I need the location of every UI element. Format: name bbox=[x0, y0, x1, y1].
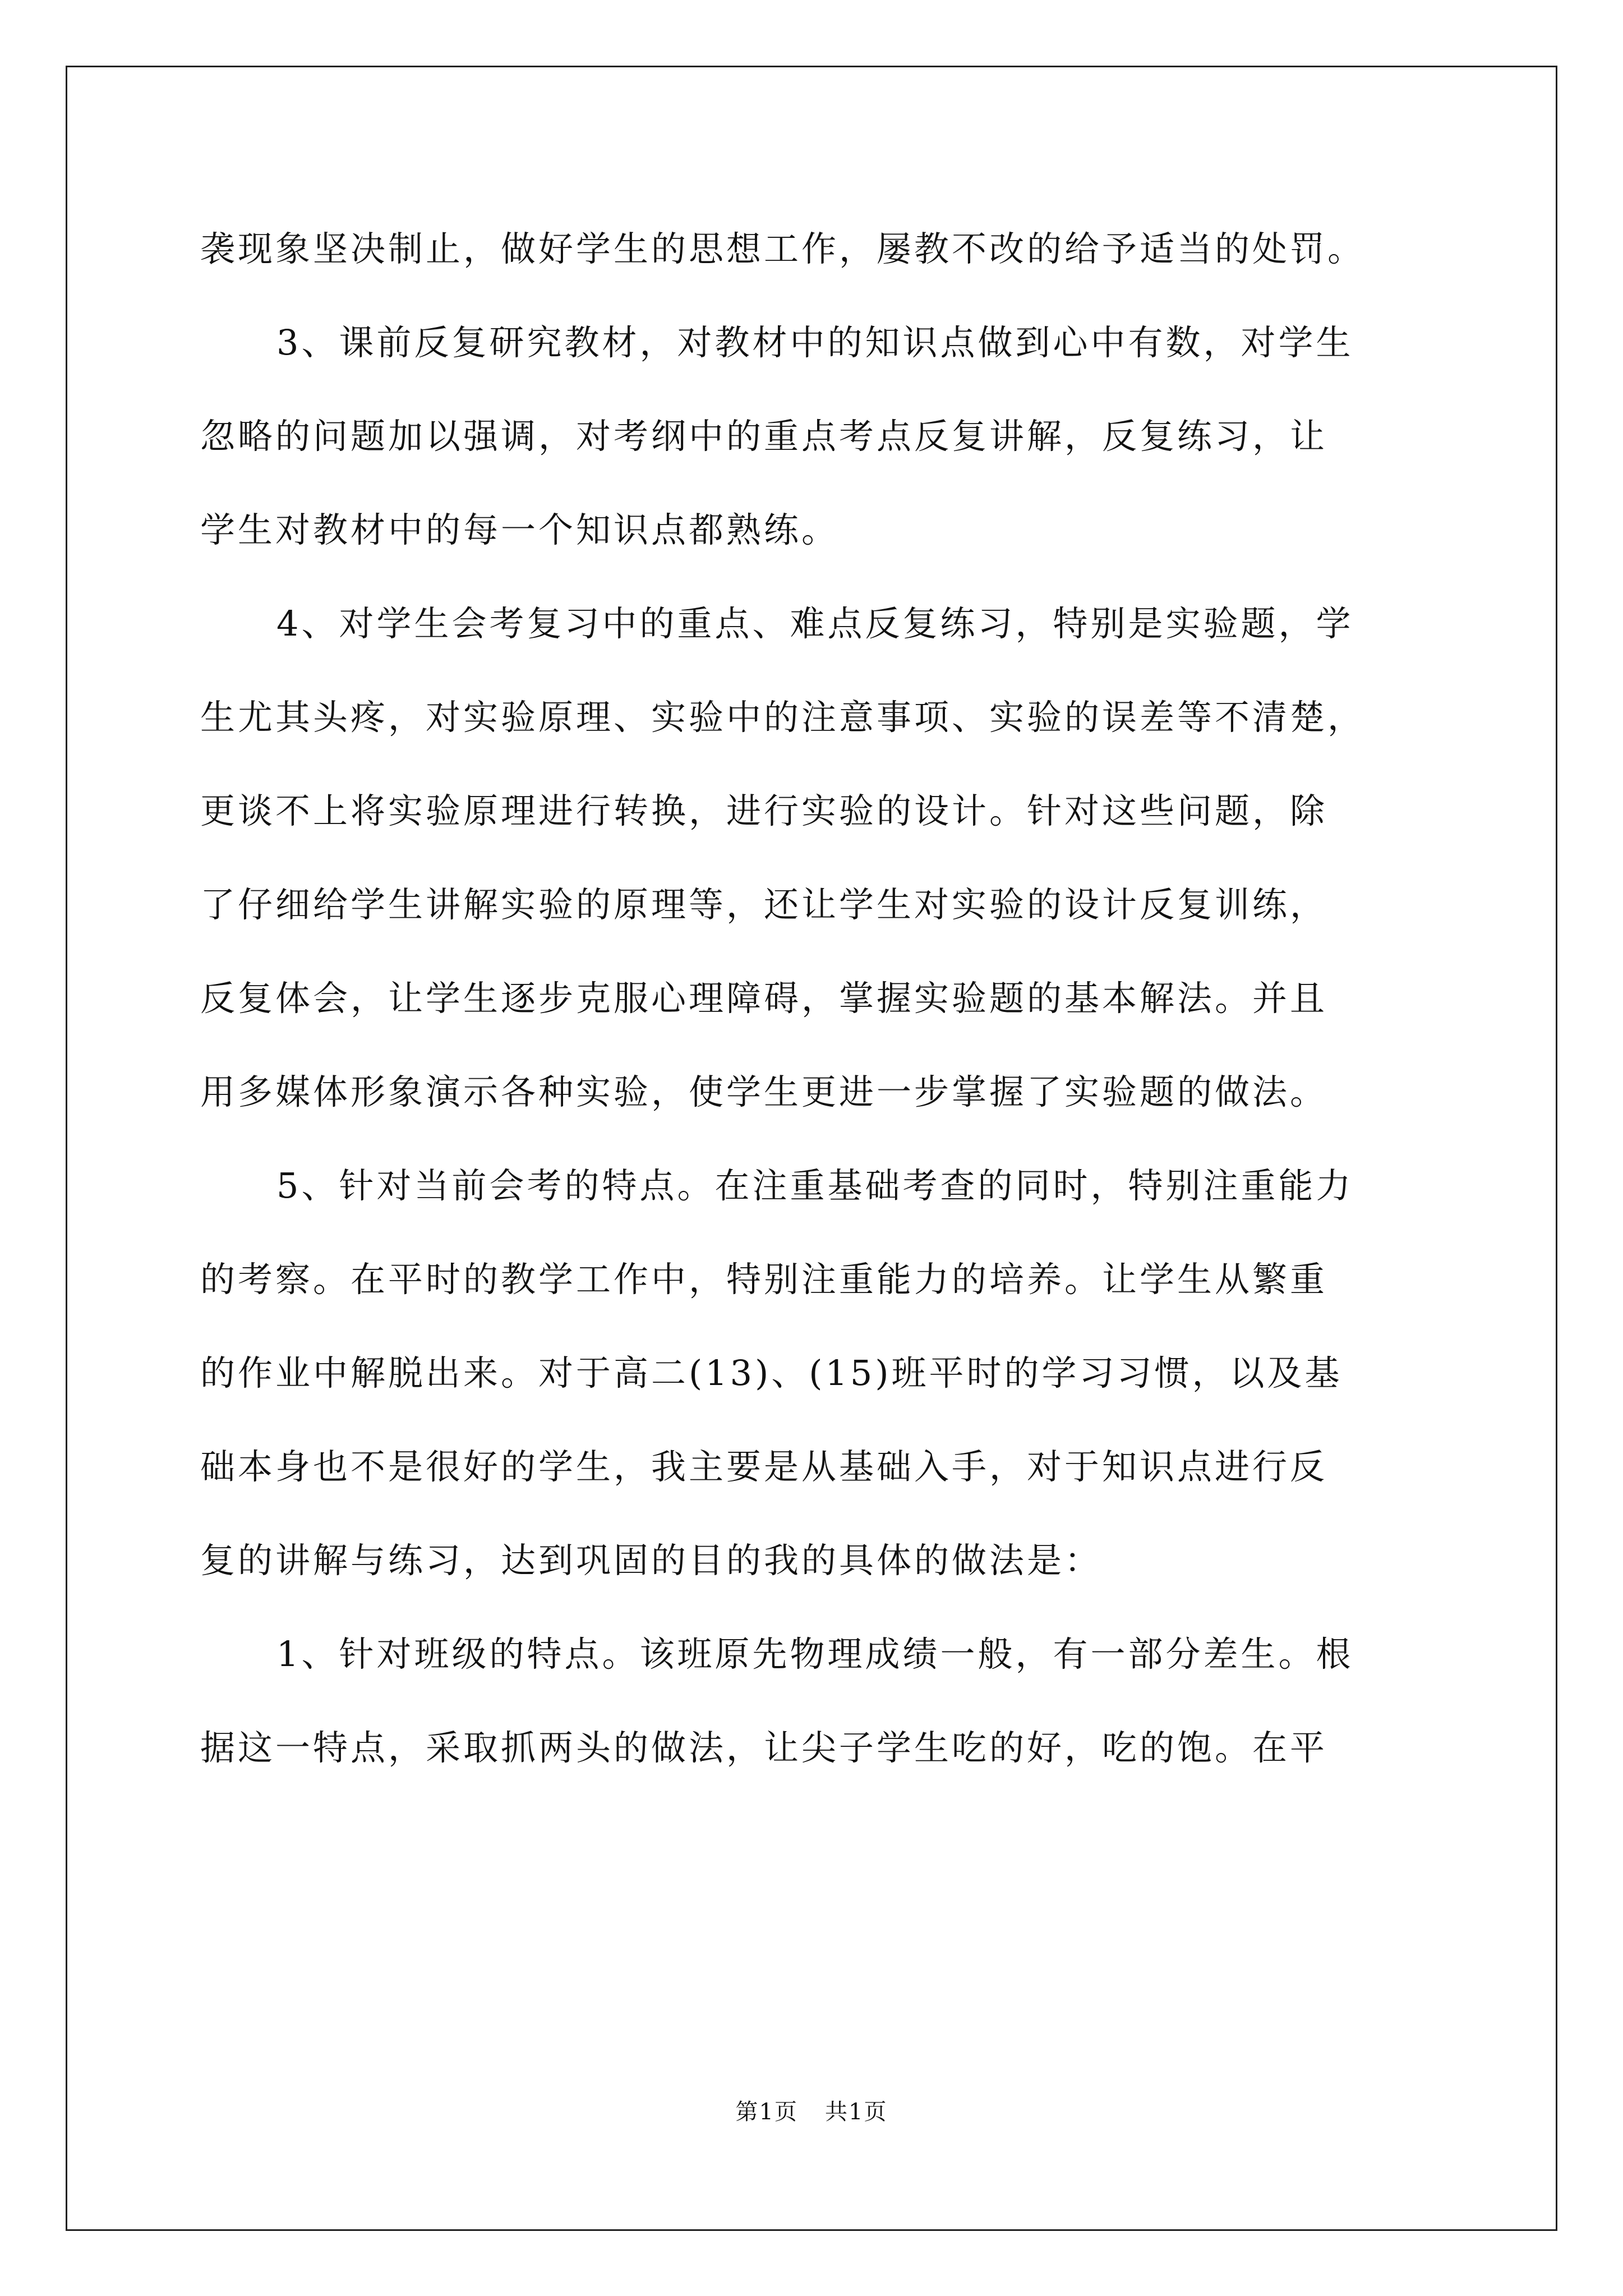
text-line: 反复体会，让学生逐步克服心理障碍，掌握实验题的基本解法。并且 bbox=[200, 978, 1328, 1019]
document-body bbox=[200, 202, 1423, 1795]
text-line: 1、针对班级的特点。该班原先物理成绩一般，有一部分差生。根 bbox=[276, 1634, 1354, 1674]
text-line: 袭现象坚决制止，做好学生的思想工作，屡教不改的给予适当的处罚。 bbox=[200, 228, 1366, 269]
page-number: 第1页 bbox=[735, 2099, 798, 2125]
text-line: 用多媒体形象演示各种实验，使学生更进一步掌握了实验题的做法。 bbox=[200, 1071, 1328, 1112]
page-footer bbox=[0, 2095, 1623, 2129]
text-line: 据这一特点，采取抓两头的做法，让尖子学生吃的好，吃的饱。在平 bbox=[200, 1727, 1328, 1768]
text-line: 更谈不上将实验原理进行转换，进行实验的设计。针对这些问题，除 bbox=[200, 790, 1328, 831]
text-line: 4、对学生会考复习中的重点、难点反复练习，特别是实验题，学 bbox=[276, 603, 1354, 644]
text-line: 了仔细给学生讲解实验的原理等，还让学生对实验的设计反复训练， bbox=[200, 884, 1328, 925]
text-line: 的考察。在平时的教学工作中，特别注重能力的培养。让学生从繁重 bbox=[200, 1259, 1328, 1300]
text-line: 忽略的问题加以强调，对考纲中的重点考点反复讲解，反复练习，让 bbox=[200, 416, 1328, 457]
text-line: 5、针对当前会考的特点。在注重基础考查的同时，特别注重能力 bbox=[276, 1165, 1354, 1206]
page-total: 共1页 bbox=[825, 2099, 888, 2125]
text-line: 学生对教材中的每一个知识点都熟练。 bbox=[200, 509, 840, 550]
text-line: 复的讲解与练习，达到巩固的目的我的具体的做法是： bbox=[200, 1540, 1103, 1581]
text-line: 3、课前反复研究教材，对教材中的知识点做到心中有数，对学生 bbox=[276, 322, 1354, 363]
text-line: 础本身也不是很好的学生，我主要是从基础入手，对于知识点进行反 bbox=[200, 1446, 1328, 1487]
text-line: 生尤其头疼，对实验原理、实验中的注意事项、实验的误差等不清楚， bbox=[200, 697, 1366, 738]
text-line: 的作业中解脱出来。对于高二(13)、(15)班平时的学习习惯，以及基 bbox=[200, 1352, 1343, 1393]
